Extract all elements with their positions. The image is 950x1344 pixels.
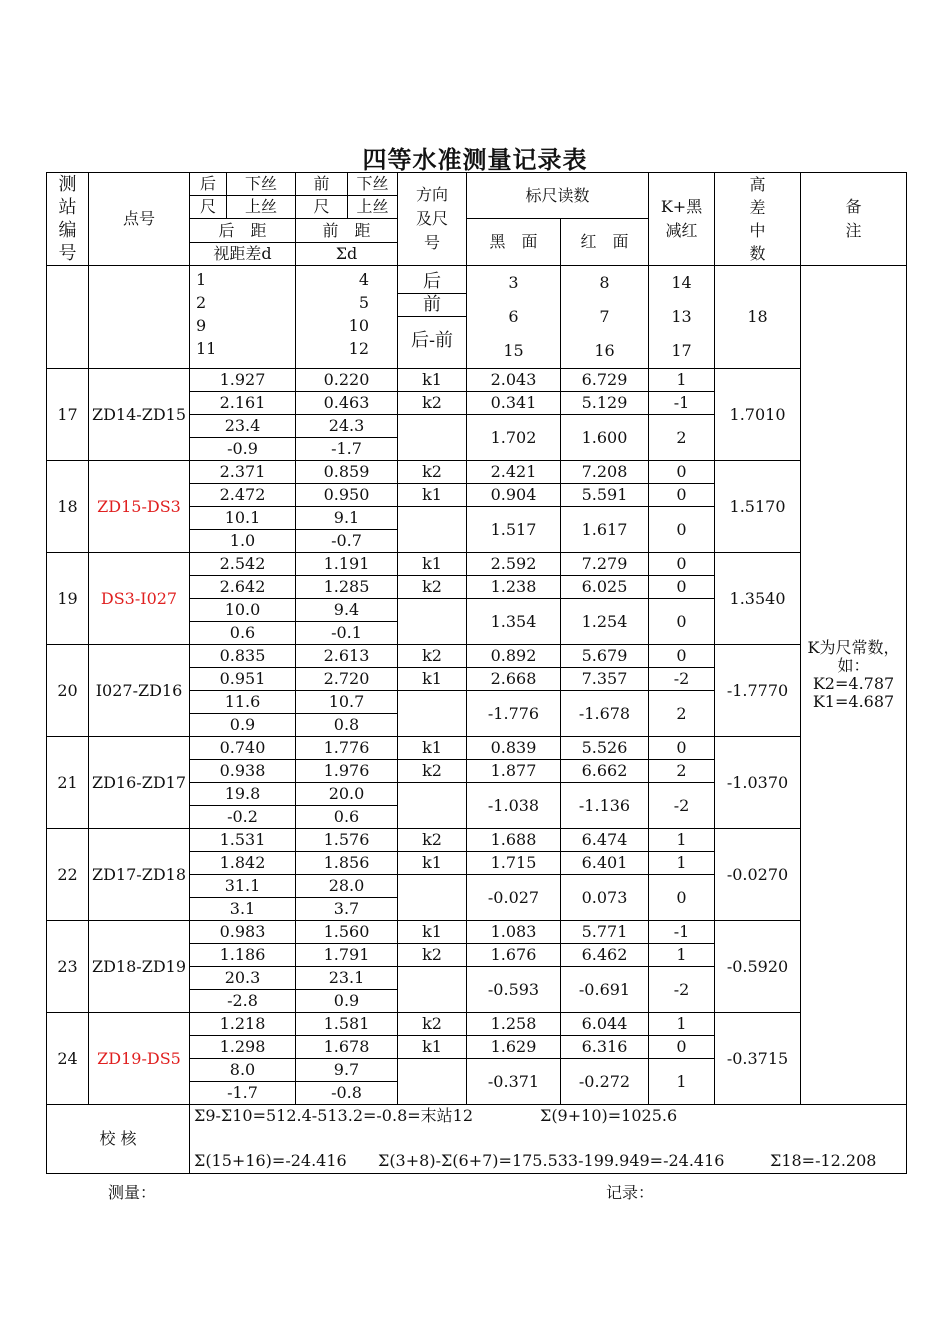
red-height-diff: 1.600 — [561, 415, 649, 461]
direction-diff-blank — [398, 691, 467, 737]
front-upper-reading: 2.720 — [296, 668, 398, 691]
station-number: 20 — [47, 645, 89, 737]
cumulative-distance-diff: -0.7 — [296, 530, 398, 553]
header-reading: 标尺读数 — [467, 173, 649, 219]
k-black-minus-red: -2 — [649, 668, 715, 691]
index-red-2: 16 — [594, 341, 615, 360]
header-k-diff: K+黑减红 — [649, 173, 715, 266]
header-front-label-bottom: 尺 — [296, 196, 348, 219]
station-number: 17 — [47, 369, 89, 461]
check-content — [190, 1105, 907, 1174]
black-face-reading: 1.238 — [467, 576, 561, 599]
header-front-upper: 上丝 — [348, 196, 398, 219]
header-back-label-bottom: 尺 — [190, 196, 227, 219]
mean-height-diff: -0.0270 — [715, 829, 801, 921]
k-black-minus-red: 0 — [649, 1036, 715, 1059]
index-col2 — [296, 266, 398, 369]
mean-height-diff: 1.3540 — [715, 553, 801, 645]
direction-diff-blank — [398, 1059, 467, 1105]
back-distance: 10.0 — [190, 599, 296, 622]
front-lower-reading: 1.576 — [296, 829, 398, 852]
index-height: 18 — [715, 266, 801, 369]
station-number: 22 — [47, 829, 89, 921]
back-lower-reading: 0.835 — [190, 645, 296, 668]
red-height-diff: -1.136 — [561, 783, 649, 829]
direction-ruler: k1 — [398, 369, 467, 392]
cumulative-distance-diff: 0.6 — [296, 806, 398, 829]
black-face-reading: 0.341 — [467, 392, 561, 415]
index-direction — [398, 266, 467, 369]
black-face-reading: 2.043 — [467, 369, 561, 392]
footer-measure: 测量： — [108, 1183, 157, 1202]
index-dir-front: 前 — [398, 294, 466, 317]
front-upper-reading: 1.856 — [296, 852, 398, 875]
back-lower-reading: 2.371 — [190, 461, 296, 484]
header-remark: 备注 — [801, 173, 907, 266]
index-k-2: 17 — [671, 341, 692, 360]
front-distance: 9.7 — [296, 1059, 398, 1082]
k-diff-check: 0 — [649, 875, 715, 921]
station-row — [47, 1013, 907, 1036]
check-line2c: Σ18=-12.208 — [770, 1151, 877, 1170]
sight-distance-diff: -2.8 — [190, 990, 296, 1013]
header-point: 点号 — [89, 173, 190, 266]
red-face-reading: 7.279 — [561, 553, 649, 576]
check-line1a: Σ9-Σ10=512.4-513.2=-0.8=末站12 — [194, 1106, 474, 1125]
back-lower-reading: 2.542 — [190, 553, 296, 576]
station-points: ZD15-DS3 — [89, 461, 190, 553]
direction-ruler: k1 — [398, 484, 467, 507]
front-lower-reading: 2.613 — [296, 645, 398, 668]
black-face-reading: 2.592 — [467, 553, 561, 576]
back-lower-reading: 1.531 — [190, 829, 296, 852]
check-line2a: Σ(15+16)=-24.416 — [194, 1151, 347, 1170]
index-black-1: 6 — [508, 307, 519, 326]
black-face-reading: 0.904 — [467, 484, 561, 507]
header-back-upper: 上丝 — [227, 196, 296, 219]
direction-diff-blank — [398, 507, 467, 553]
header-front-label-top: 前 — [296, 173, 348, 196]
direction-ruler: k1 — [398, 1036, 467, 1059]
index-black-2: 15 — [503, 341, 524, 360]
front-upper-reading: 1.791 — [296, 944, 398, 967]
black-face-reading: 2.421 — [467, 461, 561, 484]
k-black-minus-red: 1 — [649, 369, 715, 392]
check-label: 校 核 — [47, 1105, 190, 1174]
back-distance: 19.8 — [190, 783, 296, 806]
red-face-reading: 6.662 — [561, 760, 649, 783]
k-black-minus-red: 2 — [649, 760, 715, 783]
station-number: 21 — [47, 737, 89, 829]
header-front-dist: 前 距 — [296, 219, 398, 243]
k-black-minus-red: -1 — [649, 392, 715, 415]
k-black-minus-red: -1 — [649, 921, 715, 944]
red-height-diff: 1.254 — [561, 599, 649, 645]
station-row — [47, 461, 907, 484]
black-face-reading: 0.839 — [467, 737, 561, 760]
back-upper-reading: 0.938 — [190, 760, 296, 783]
k-diff-check: 2 — [649, 415, 715, 461]
k-black-minus-red: 0 — [649, 645, 715, 668]
direction-ruler: k2 — [398, 760, 467, 783]
back-upper-reading: 2.161 — [190, 392, 296, 415]
station-row — [47, 369, 907, 392]
index-dir-diff: 后-前 — [410, 329, 454, 351]
k-diff-check: 2 — [649, 691, 715, 737]
station-number: 18 — [47, 461, 89, 553]
direction-diff-blank — [398, 875, 467, 921]
direction-ruler: k2 — [398, 829, 467, 852]
index-col2-3: 12 — [348, 339, 369, 358]
back-distance: 20.3 — [190, 967, 296, 990]
front-distance: 24.3 — [296, 415, 398, 438]
direction-ruler: k1 — [398, 553, 467, 576]
index-col2-1: 5 — [358, 293, 369, 312]
front-upper-reading: 0.463 — [296, 392, 398, 415]
back-upper-reading: 1.842 — [190, 852, 296, 875]
cumulative-distance-diff: -1.7 — [296, 438, 398, 461]
red-height-diff: -1.678 — [561, 691, 649, 737]
black-height-diff: -0.593 — [467, 967, 561, 1013]
red-face-reading: 5.129 — [561, 392, 649, 415]
k-diff-check: -2 — [649, 783, 715, 829]
black-height-diff: -0.371 — [467, 1059, 561, 1105]
front-upper-reading: 1.976 — [296, 760, 398, 783]
back-distance: 31.1 — [190, 875, 296, 898]
station-points: ZD19-DS5 — [89, 1013, 190, 1105]
index-red-1: 7 — [599, 307, 610, 326]
k-black-minus-red: 1 — [649, 829, 715, 852]
index-red-0: 8 — [599, 273, 610, 292]
cumulative-distance-diff: -0.8 — [296, 1082, 398, 1105]
front-distance: 9.4 — [296, 599, 398, 622]
station-number: 23 — [47, 921, 89, 1013]
sight-distance-diff: 0.6 — [190, 622, 296, 645]
index-red — [561, 266, 649, 369]
front-lower-reading: 0.859 — [296, 461, 398, 484]
header-front-lower: 下丝 — [348, 173, 398, 196]
direction-ruler: k2 — [398, 1013, 467, 1036]
direction-diff-blank — [398, 967, 467, 1013]
direction-ruler: k2 — [398, 392, 467, 415]
header-dist-diff: 视距差d — [190, 243, 296, 266]
back-upper-reading: 2.472 — [190, 484, 296, 507]
k-black-minus-red: 1 — [649, 944, 715, 967]
red-face-reading: 6.401 — [561, 852, 649, 875]
red-face-reading: 6.044 — [561, 1013, 649, 1036]
direction-ruler: k2 — [398, 645, 467, 668]
black-height-diff: 1.354 — [467, 599, 561, 645]
front-distance: 10.7 — [296, 691, 398, 714]
k-diff-check: 1 — [649, 1059, 715, 1105]
red-face-reading: 5.591 — [561, 484, 649, 507]
sight-distance-diff: -0.9 — [190, 438, 296, 461]
black-face-reading: 1.877 — [467, 760, 561, 783]
page-title: 四等水准测量记录表 — [362, 146, 588, 174]
black-face-reading: 1.629 — [467, 1036, 561, 1059]
footer-record: 记录： — [606, 1183, 655, 1202]
direction-diff-blank — [398, 415, 467, 461]
back-lower-reading: 1.927 — [190, 369, 296, 392]
back-lower-reading: 0.740 — [190, 737, 296, 760]
black-face-reading: 1.688 — [467, 829, 561, 852]
cumulative-distance-diff: 0.9 — [296, 990, 398, 1013]
black-height-diff: 1.517 — [467, 507, 561, 553]
black-face-reading: 0.892 — [467, 645, 561, 668]
header-back-label-top: 后 — [190, 173, 227, 196]
station-row — [47, 737, 907, 760]
k-diff-check: 0 — [649, 599, 715, 645]
station-points: I027-ZD16 — [89, 645, 190, 737]
back-distance: 10.1 — [190, 507, 296, 530]
back-distance: 8.0 — [190, 1059, 296, 1082]
station-row — [47, 921, 907, 944]
red-face-reading: 7.357 — [561, 668, 649, 691]
k-black-minus-red: 0 — [649, 461, 715, 484]
header-back-dist: 后 距 — [190, 219, 296, 243]
red-face-reading: 7.208 — [561, 461, 649, 484]
index-k-0: 14 — [671, 273, 692, 292]
black-height-diff: -0.027 — [467, 875, 561, 921]
leveling-record-table — [46, 172, 907, 1174]
black-height-diff: -1.038 — [467, 783, 561, 829]
direction-diff-blank — [398, 783, 467, 829]
header-station: 测站编号 — [47, 173, 89, 266]
direction-diff-blank — [398, 599, 467, 645]
red-height-diff: -0.691 — [561, 967, 649, 1013]
red-face-reading: 6.462 — [561, 944, 649, 967]
index-col1-2: 9 — [196, 316, 207, 335]
sight-distance-diff: -1.7 — [190, 1082, 296, 1105]
station-row — [47, 829, 907, 852]
direction-ruler: k2 — [398, 944, 467, 967]
check-line2b: Σ(3+8)-Σ(6+7)=175.533-199.949=-24.416 — [378, 1151, 725, 1170]
red-height-diff: 0.073 — [561, 875, 649, 921]
index-k — [649, 266, 715, 369]
cumulative-distance-diff: 0.8 — [296, 714, 398, 737]
direction-ruler: k2 — [398, 576, 467, 599]
back-upper-reading: 2.642 — [190, 576, 296, 599]
front-lower-reading: 1.191 — [296, 553, 398, 576]
header-black: 黑 面 — [467, 219, 561, 266]
header-back-lower: 下丝 — [227, 173, 296, 196]
front-lower-reading: 1.776 — [296, 737, 398, 760]
direction-ruler: k1 — [398, 921, 467, 944]
mean-height-diff: -0.3715 — [715, 1013, 801, 1105]
k-diff-check: 0 — [649, 507, 715, 553]
k-black-minus-red: 0 — [649, 737, 715, 760]
sight-distance-diff: 0.9 — [190, 714, 296, 737]
table-body — [47, 173, 907, 1174]
cumulative-distance-diff: 3.7 — [296, 898, 398, 921]
red-face-reading: 6.025 — [561, 576, 649, 599]
station-points: ZD16-ZD17 — [89, 737, 190, 829]
index-black — [467, 266, 561, 369]
index-point — [89, 266, 190, 369]
sight-distance-diff: 3.1 — [190, 898, 296, 921]
black-face-reading: 1.083 — [467, 921, 561, 944]
mean-height-diff: -1.0370 — [715, 737, 801, 829]
index-col1 — [190, 266, 296, 369]
black-height-diff: 1.702 — [467, 415, 561, 461]
check-row — [47, 1105, 907, 1174]
sight-distance-diff: -0.2 — [190, 806, 296, 829]
k-black-minus-red: 0 — [649, 484, 715, 507]
red-height-diff: 1.617 — [561, 507, 649, 553]
station-row — [47, 553, 907, 576]
k-black-minus-red: 1 — [649, 1013, 715, 1036]
station-points: DS3-I027 — [89, 553, 190, 645]
direction-ruler: k1 — [398, 737, 467, 760]
index-col2-2: 10 — [348, 316, 369, 335]
check-line1b: Σ(9+10)=1025.6 — [540, 1106, 678, 1125]
black-face-reading: 1.715 — [467, 852, 561, 875]
remark-note-text: K为尺常数，如：K2=4.787 K1=4.687 — [807, 638, 900, 711]
remark-note — [801, 266, 907, 1105]
back-upper-reading: 1.298 — [190, 1036, 296, 1059]
station-row — [47, 645, 907, 668]
index-col1-0: 1 — [196, 270, 207, 289]
index-col2-0: 4 — [358, 270, 369, 289]
front-distance: 20.0 — [296, 783, 398, 806]
station-points: ZD18-ZD19 — [89, 921, 190, 1013]
red-face-reading: 5.679 — [561, 645, 649, 668]
mean-height-diff: -0.5920 — [715, 921, 801, 1013]
front-lower-reading: 1.560 — [296, 921, 398, 944]
index-station — [47, 266, 89, 369]
front-upper-reading: 0.950 — [296, 484, 398, 507]
station-points: ZD14-ZD15 — [89, 369, 190, 461]
index-dir-back: 后 — [398, 271, 466, 294]
front-upper-reading: 1.285 — [296, 576, 398, 599]
front-lower-reading: 0.220 — [296, 369, 398, 392]
k-black-minus-red: 0 — [649, 576, 715, 599]
index-col1-1: 2 — [196, 293, 207, 312]
black-height-diff: -1.776 — [467, 691, 561, 737]
back-upper-reading: 1.186 — [190, 944, 296, 967]
cumulative-distance-diff: -0.1 — [296, 622, 398, 645]
direction-ruler: k1 — [398, 852, 467, 875]
red-face-reading: 6.474 — [561, 829, 649, 852]
black-face-reading: 2.668 — [467, 668, 561, 691]
k-diff-check: -2 — [649, 967, 715, 1013]
index-row — [47, 266, 907, 369]
header-red: 红 面 — [561, 219, 649, 266]
front-distance: 23.1 — [296, 967, 398, 990]
back-lower-reading: 1.218 — [190, 1013, 296, 1036]
mean-height-diff: 1.7010 — [715, 369, 801, 461]
black-face-reading: 1.258 — [467, 1013, 561, 1036]
front-upper-reading: 1.678 — [296, 1036, 398, 1059]
direction-ruler: k1 — [398, 668, 467, 691]
header-sum-d: Σd — [296, 243, 398, 266]
red-face-reading: 5.526 — [561, 737, 649, 760]
front-distance: 28.0 — [296, 875, 398, 898]
station-number: 24 — [47, 1013, 89, 1105]
k-black-minus-red: 1 — [649, 852, 715, 875]
red-face-reading: 6.729 — [561, 369, 649, 392]
station-number: 19 — [47, 553, 89, 645]
front-lower-reading: 1.581 — [296, 1013, 398, 1036]
back-upper-reading: 0.951 — [190, 668, 296, 691]
back-distance: 23.4 — [190, 415, 296, 438]
header-direction: 方向及尺号 — [398, 173, 467, 266]
header-height-diff: 高差中数 — [715, 173, 801, 266]
back-lower-reading: 0.983 — [190, 921, 296, 944]
index-col1-3: 11 — [196, 339, 217, 358]
red-face-reading: 5.771 — [561, 921, 649, 944]
direction-ruler: k2 — [398, 461, 467, 484]
black-face-reading: 1.676 — [467, 944, 561, 967]
front-distance: 9.1 — [296, 507, 398, 530]
red-face-reading: 6.316 — [561, 1036, 649, 1059]
back-distance: 11.6 — [190, 691, 296, 714]
index-black-0: 3 — [508, 273, 519, 292]
mean-height-diff: 1.5170 — [715, 461, 801, 553]
station-points: ZD17-ZD18 — [89, 829, 190, 921]
index-k-1: 13 — [671, 307, 692, 326]
mean-height-diff: -1.7770 — [715, 645, 801, 737]
sight-distance-diff: 1.0 — [190, 530, 296, 553]
k-black-minus-red: 0 — [649, 553, 715, 576]
red-height-diff: -0.272 — [561, 1059, 649, 1105]
